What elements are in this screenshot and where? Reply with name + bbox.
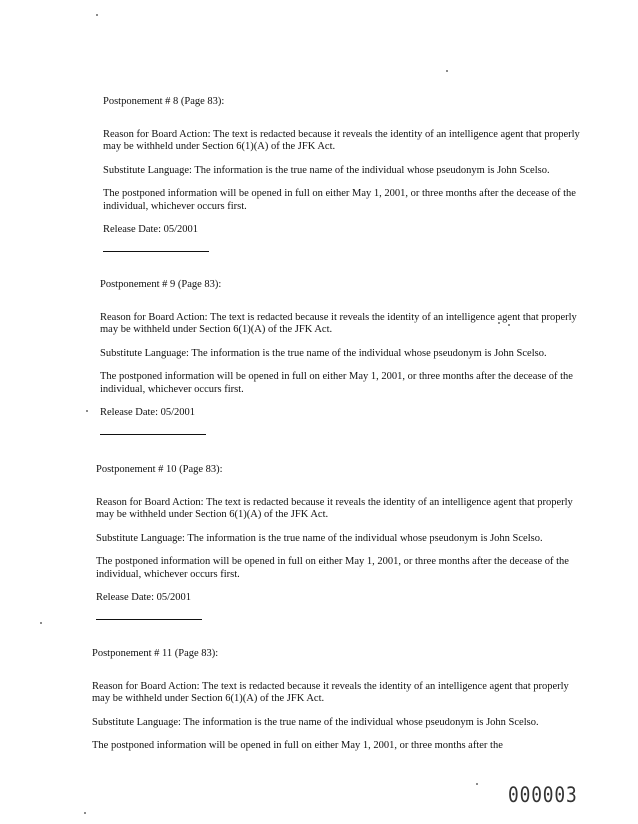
postponement-10 (96, 464, 576, 630)
scan-speck (84, 812, 86, 814)
scan-speck (96, 14, 98, 16)
postponement-11 (92, 648, 574, 764)
substitute-paragraph: Substitute Language: The information is the true name of the individual whose pseudonym is John Scelso. (103, 164, 550, 176)
reason-paragraph: Reason for Board Action: The text is redacted because it reveals the identity of an intelligence agent that properly may be withheld under Section 6(1)(A) of the JFK Act. (103, 128, 580, 152)
scan-speck (40, 622, 42, 624)
postponement-8 (103, 96, 583, 262)
postponement-heading: Postponement # 11 (Page 83): (92, 648, 219, 659)
scan-speck (508, 324, 510, 326)
substitute-paragraph: Substitute Language: The information is the true name of the individual whose pseudonym is John Scelso. (100, 347, 547, 359)
substitute-paragraph: Substitute Language: The information is the true name of the individual whose pseudonym is John Scelso. (92, 716, 539, 728)
reason-paragraph: Reason for Board Action: The text is redacted because it reveals the identity of an intelligence agent that properly may be withheld under Section 6(1)(A) of the JFK Act. (100, 311, 577, 335)
postponement-heading: Postponement # 10 (Page 83): (96, 464, 223, 475)
postponement-heading: Postponement # 9 (Page 83): (100, 279, 222, 290)
opening-paragraph: The postponed information will be opened in full on either May 1, 2001, or three months after the (92, 740, 503, 751)
section-divider (96, 619, 202, 620)
reason-paragraph: Reason for Board Action: The text is redacted because it reveals the identity of an intelligence agent that properly may be withheld under Section 6(1)(A) of the JFK Act. (92, 680, 569, 704)
reason-paragraph: Reason for Board Action: The text is redacted because it reveals the identity of an intelligence agent that properly may be withheld under Section 6(1)(A) of the JFK Act. (96, 496, 573, 520)
release-date: Release Date: 05/2001 (100, 407, 196, 418)
section-divider (103, 251, 209, 252)
opening-paragraph: The postponed information will be opened in full on either May 1, 2001, or three months after the decease of the individual, whichever occurs first. (103, 188, 576, 212)
postponement-heading: Postponement # 8 (Page 83): (103, 96, 225, 107)
opening-paragraph: The postponed information will be opened in full on either May 1, 2001, or three months after the decease of the individual, whichever occurs first. (96, 556, 569, 580)
substitute-paragraph: Substitute Language: The information is the true name of the individual whose pseudonym is John Scelso. (96, 532, 543, 544)
page-number: 000003 (508, 783, 578, 807)
postponement-9 (100, 279, 580, 445)
opening-paragraph: The postponed information will be opened in full on either May 1, 2001, or three months after the decease of the individual, whichever occurs first. (100, 371, 573, 395)
release-date: Release Date: 05/2001 (103, 224, 199, 235)
scan-speck (498, 322, 500, 324)
scan-speck (446, 70, 448, 72)
release-date: Release Date: 05/2001 (96, 592, 192, 603)
section-divider (100, 434, 206, 435)
scan-speck (476, 783, 478, 785)
scan-speck (86, 410, 88, 412)
